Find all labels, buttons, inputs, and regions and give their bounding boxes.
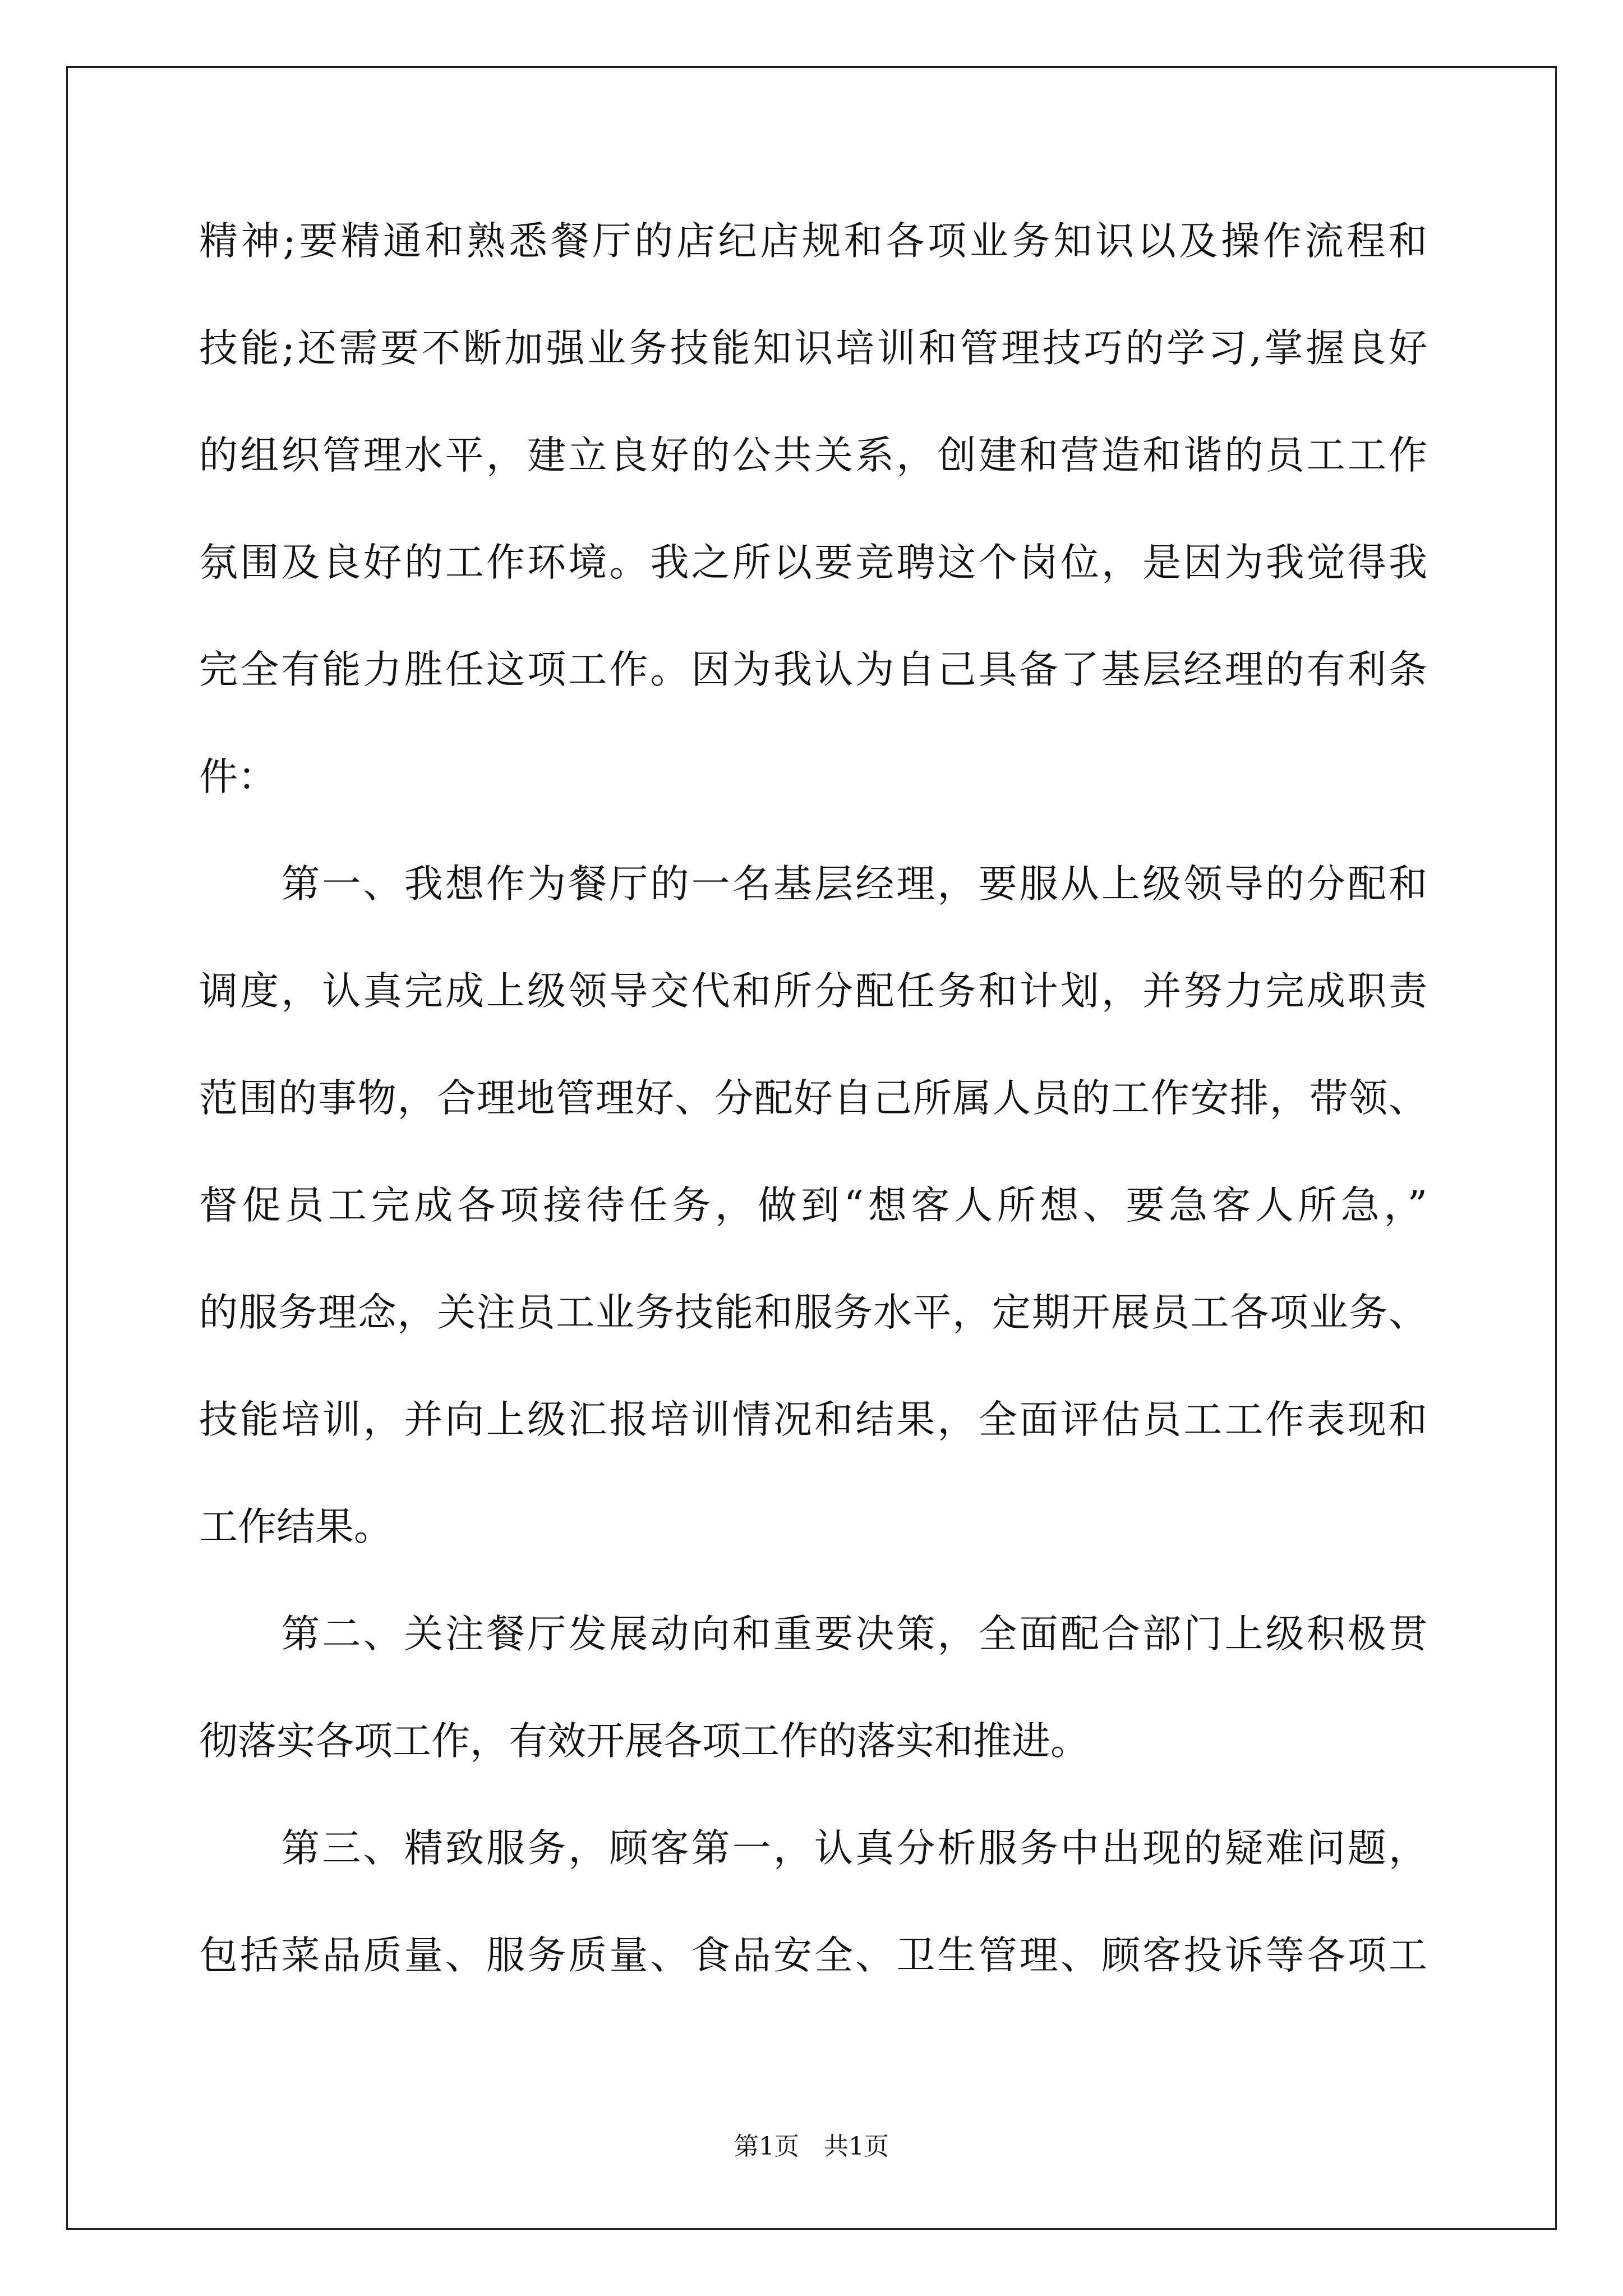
text-line: 件： (199, 754, 276, 799)
text-line: 技能培训，并向上级汇报培训情况和结果，全面评估员工工作表现和 (199, 1397, 1427, 1442)
text-line: 彻落实各项工作，有效开展各项工作的落实和推进。 (199, 1719, 1089, 1764)
text-line: 氛围及良好的工作环境。我之所以要竞聘这个岗位，是因为我觉得我 (199, 540, 1427, 585)
text-line: 工作结果。 (199, 1504, 393, 1549)
paragraph-first-line: 第二、关注餐厅发展动向和重要决策，全面配合部门上级积极贯 (199, 1612, 1427, 1657)
paragraph-first-line: 第一、我想作为餐厅的一名基层经理，要服从上级领导的分配和 (199, 862, 1427, 907)
page-number-footer: 第1页 共1页 (734, 2132, 889, 2161)
text-line: 包括菜品质量、服务质量、食品安全、卫生管理、顾客投诉等各项工 (199, 1933, 1427, 1978)
document-body (199, 208, 1427, 2029)
text-line: 督促员工完成各项接待任务，做到“想客人所想、要急客人所急，” (199, 1183, 1427, 1228)
text-line: 技能;还需要不断加强业务技能知识培训和管理技巧的学习,掌握良好 (199, 326, 1427, 371)
text-line: 范围的事物，合理地管理好、分配好自己所属人员的工作安排，带领、 (199, 1076, 1427, 1121)
paragraph-first-line: 第三、精致服务，顾客第一，认真分析服务中出现的疑难问题， (199, 1826, 1427, 1871)
text-line: 的组织管理水平，建立良好的公共关系，创建和营造和谐的员工工作 (199, 433, 1427, 478)
text-line: 完全有能力胜任这项工作。因为我认为自己具备了基层经理的有利条 (199, 647, 1427, 692)
text-line: 调度，认真完成上级领导交代和所分配任务和计划，并努力完成职责 (199, 969, 1427, 1014)
text-line: 精神;要精通和熟悉餐厅的店纪店规和各项业务知识以及操作流程和 (199, 219, 1427, 264)
text-line: 的服务理念，关注员工业务技能和服务水平，定期开展员工各项业务、 (199, 1290, 1427, 1335)
